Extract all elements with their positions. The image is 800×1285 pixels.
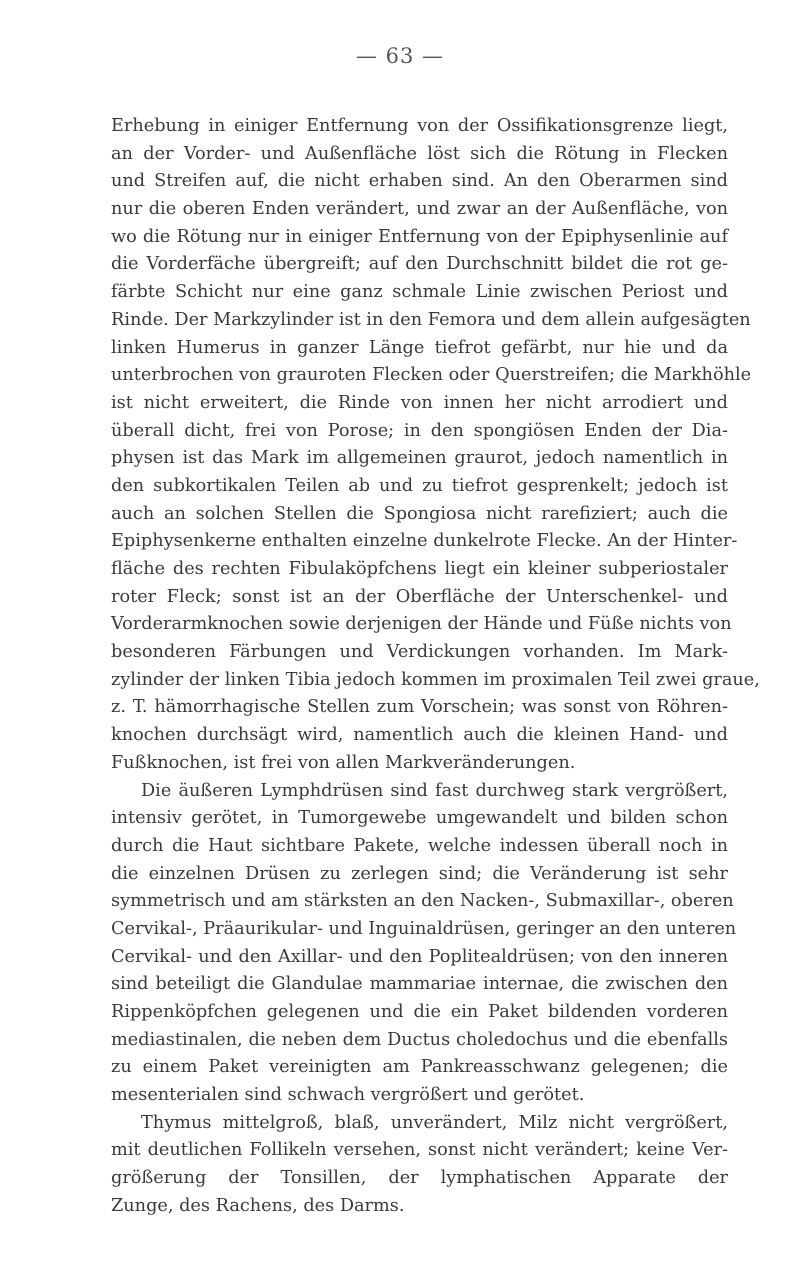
text-line: linken Humerus in ganzer Länge tiefrot gefärbt, nur hie und da xyxy=(111,337,728,358)
text-line: Thymus mittelgroß, blaß, unverändert, Milz nicht vergrößert, xyxy=(141,1112,728,1133)
text-line: die einzelnen Drüsen zu zerlegen sind; die Veränderung ist sehr xyxy=(111,863,728,884)
text-line: Fußknochen, ist frei von allen Markveränderungen. xyxy=(111,752,576,773)
text-line: knochen durchsägt wird, namentlich auch die kleinen Hand- und xyxy=(111,725,728,746)
text-line: Rippenköpfchen gelegenen und die ein Paket bildenden vorderen xyxy=(111,1002,728,1022)
text-line: wo die Rötung nur in einiger Entfernung von der Epiphysenlinie auf xyxy=(111,226,728,247)
text-line: besonderen Färbungen und Verdickungen vorhanden. Im Mark- xyxy=(111,642,728,663)
text-line: Cervikal-, Präaurikular- und Inguinaldrüsen, geringer an den unteren xyxy=(111,918,737,939)
text-line: ist nicht erweitert, die Rinde von innen her nicht arrodiert und xyxy=(111,392,728,413)
paragraph xyxy=(111,1110,728,1221)
text-line: Erhebung in einiger Entfernung von der Ossifikationsgrenze liegt, xyxy=(111,116,728,136)
text-line: mesenterialen sind schwach vergrößert und gerötet. xyxy=(111,1085,585,1106)
text-line: durch die Haut sichtbare Pakete, welche indessen überall noch in xyxy=(111,835,728,856)
text-line: roter Fleck; sonst ist an der Oberfläche der Unterschenkel- und xyxy=(111,586,728,607)
text-line: Zunge, des Rachens, des Darms. xyxy=(111,1195,405,1216)
text-line: unterbrochen von grauroten Flecken oder Querstreifen; die Markhöhle xyxy=(111,365,752,386)
body-text xyxy=(111,113,760,1221)
text-line: färbte Schicht nur eine ganz schmale Linie zwischen Periost und xyxy=(111,282,728,303)
text-line: größerung der Tonsillen, der lymphatischen Apparate der xyxy=(111,1168,728,1189)
text-line: überall dicht, frei von Porose; in den spongiösen Enden der Dia- xyxy=(111,420,728,441)
text-line: die Vorderfäche übergreift; auf den Durchschnitt bildet die rot ge- xyxy=(111,254,728,275)
text-line: Cervikal- und den Axillar- und den Poplitealdrüsen; von den inneren xyxy=(111,946,728,967)
text-line: physen ist das Mark im allgemeinen graurot, jedoch namentlich in xyxy=(111,448,728,469)
text-line: Rinde. Der Markzylinder ist in den Femora und dem allein aufgesägten xyxy=(111,309,751,330)
text-line: Vorderarmknochen sowie derjenigen der Hände und Füße nichts von xyxy=(111,614,732,635)
text-line: mediastinalen, die neben dem Ductus choledochus und die ebenfalls xyxy=(111,1029,728,1050)
text-line: nur die oberen Enden verändert, und zwar an der Außenfläche, von xyxy=(111,199,728,220)
text-line: den subkortikalen Teilen ab und zu tiefrot gesprenkelt; jedoch ist xyxy=(111,475,728,496)
text-line: intensiv gerötet, in Tumorgewebe umgewandelt und bilden schon xyxy=(111,808,728,829)
text-line: zu einem Paket vereinigten am Pankreasschwanz gelegenen; die xyxy=(111,1057,728,1078)
paragraph xyxy=(111,113,760,778)
text-line: an der Vorder- und Außenfläche löst sich die Rötung in Flecken xyxy=(111,143,728,164)
text-line: fläche des rechten Fibulaköpfchens liegt ein kleiner subperiostaler xyxy=(111,559,728,579)
text-line: symmetrisch und am stärksten an den Nacken-, Submaxillar-, oberen xyxy=(111,891,734,912)
paragraph xyxy=(111,778,737,1110)
text-line: und Streifen auf, die nicht erhaben sind. An den Oberarmen sind xyxy=(111,171,728,192)
text-line: sind beteiligt die Glandulae mammariae internae, die zwischen den xyxy=(111,974,728,995)
text-line: Epiphysenkerne enthalten einzelne dunkelrote Flecke. An der Hinter- xyxy=(111,531,738,552)
text-line: mit deutlichen Follikeln versehen, sonst nicht verändert; keine Ver- xyxy=(111,1140,728,1161)
text-line: zylinder der linken Tibia jedoch kommen im proximalen Teil zwei graue, xyxy=(111,669,760,690)
text-line: Die äußeren Lymphdrüsen sind fast durchweg stark vergrößert, xyxy=(141,780,728,801)
text-line: z. T. hämorrhagische Stellen zum Vorschein; was sonst von Röhren- xyxy=(111,697,728,718)
text-line: auch an solchen Stellen die Spongiosa nicht rarefiziert; auch die xyxy=(111,503,728,524)
page-number: — 63 — xyxy=(355,44,445,68)
